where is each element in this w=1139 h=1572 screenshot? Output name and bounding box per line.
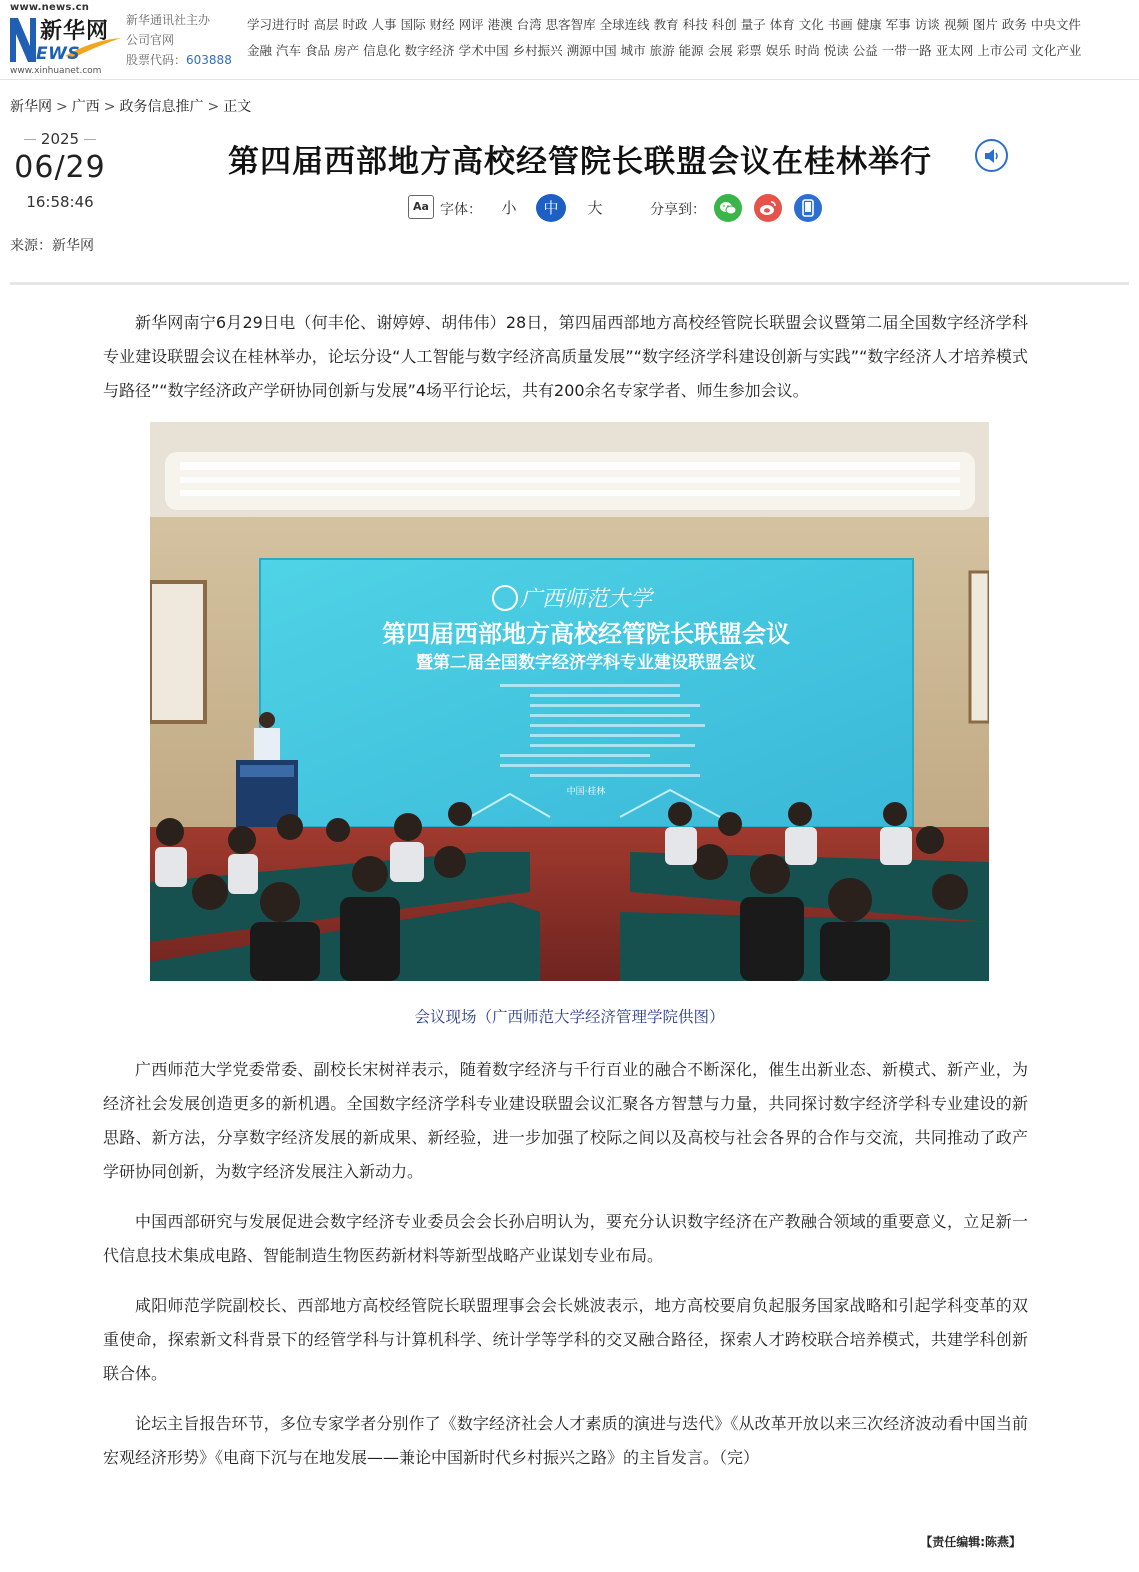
channel-link[interactable]: 上市公司 (977, 43, 1028, 58)
channel-link[interactable]: 中央文件 (1030, 17, 1081, 32)
conference-scene-image (150, 422, 989, 981)
article-title: 第四届西部地方高校经管院长联盟会议在桂林举行 (228, 144, 932, 180)
channel-link[interactable]: 亚太网 (935, 43, 974, 58)
breadcrumb-separator: > (56, 99, 68, 115)
channel-link[interactable]: 教育 (653, 17, 679, 32)
article-paragraph: 中国西部研究与发展促进会数字经济专业委员会会长孙启明认为，要充分认识数字经济在产教融合领域的重要意义，立足新一代信息技术集成电路、智能制造生物医药新材料等新型战略产业谋划专业布局。 (103, 1212, 1028, 1265)
mobile-phone-icon (802, 199, 814, 217)
channel-link[interactable]: 公益 (852, 43, 878, 58)
wechat-icon (719, 200, 737, 216)
share-wechat-button[interactable] (714, 194, 742, 222)
channel-link[interactable]: 书画 (827, 17, 853, 32)
stock-info (126, 50, 232, 70)
channel-link[interactable]: 台湾 (516, 17, 542, 32)
article-source: 来源：新华网 (10, 238, 94, 254)
channel-link[interactable]: 访谈 (914, 17, 940, 32)
channel-link[interactable]: 能源 (678, 43, 704, 58)
font-size-small-button[interactable]: 小 (501, 199, 517, 217)
channel-link[interactable]: 图片 (972, 17, 998, 32)
article-paragraph: 广西师范大学党委常委、副校长宋树祥表示，随着数字经济与千行百业的融合不断深化，催生出新业态、新模式、新产业，为经济社会发展创造更多的新机遇。全国数字经济学科专业建设联盟会议汇聚各方智慧与力量，共同探讨数字经济学科专业建设的新思路、新方法，分享数字经济发展的新成果、新经验，进一步加强了校际之间以及高校与社会各界的合作与交流，共同推动了政产学研协同创新，为数字经济发展注入新动力。 (103, 1060, 1028, 1181)
channel-link[interactable]: 高层 (313, 17, 339, 32)
photo-caption: 会议现场（广西师范大学经济管理学院供图） (414, 1008, 725, 1026)
read-aloud-button[interactable] (975, 139, 1008, 172)
article-paragraph: 论坛主旨报告环节，多位专家学者分别作了《数字经济社会人才素质的演进与迭代》《从改革开放以来三次经济波动看中国当前宏观经济形势》《电商下沉与在地发展——兼论中国新时代乡村振兴之路》的主旨发言。（完） (103, 1414, 1028, 1467)
channel-nav-row-2 (247, 41, 1137, 67)
article-body-top (103, 306, 1028, 408)
breadcrumb-separator: > (103, 99, 116, 115)
responsible-editor: 【责任编辑:陈燕】 (920, 1535, 1021, 1549)
channel-link[interactable]: 数字经济 (404, 43, 455, 58)
speaker-icon (983, 148, 1001, 164)
logo-n-mark-icon (8, 16, 38, 64)
share-label: 分享到： (650, 202, 706, 218)
channel-link[interactable]: 乡村振兴 (512, 43, 563, 58)
logo-name-en: EWS (36, 44, 81, 64)
conference-photo (150, 422, 989, 981)
share-mobile-button[interactable] (794, 194, 822, 222)
logo-name-cn: 新华网 (40, 19, 110, 44)
font-size-medium-button[interactable]: 中 (536, 194, 566, 222)
channel-link[interactable]: 量子 (740, 17, 766, 32)
channel-link[interactable]: 时尚 (794, 43, 820, 58)
channel-link[interactable]: 全球连线 (599, 17, 650, 32)
channel-link[interactable]: 政务 (1001, 17, 1027, 32)
channel-link[interactable]: 一带一路 (881, 43, 932, 58)
breadcrumb-item[interactable]: 政务信息推广 (119, 99, 204, 115)
xinhua-logo[interactable] (8, 2, 120, 76)
breadcrumb-item: 正文 (223, 99, 252, 115)
screen-place-text: 中国·桂林 (566, 787, 606, 797)
channel-link[interactable]: 城市 (620, 43, 646, 58)
channel-link[interactable]: 彩票 (736, 43, 762, 58)
screen-title-2: 暨第二届全国数字经济学科专业建设联盟会议 (416, 653, 756, 673)
channel-link[interactable]: 国际 (400, 17, 426, 32)
channel-link[interactable]: 思客智库 (545, 17, 596, 32)
site-header (0, 0, 1139, 80)
screen-logo-text: 广西师范大学 (519, 587, 653, 612)
stock-label: 股票代码： (126, 53, 187, 67)
article-paragraph: 新华网南宁6月29日电（何丰伦、谢婷婷、胡伟伟）28日，第四届西部地方高校经管院长联盟会议暨第二届全国数字经济学科专业建设联盟会议在桂林举办，论坛分设“人工智能与数字经济高质量发展”“数字经济学科建设创新与实践”“数字经济人才培养模式与路径”“数字经济政产学研协同创新与发展”4场平行论坛，共有200余名专家学者、师生参加会议。 (103, 313, 1028, 400)
channel-link[interactable]: 科创 (711, 17, 737, 32)
logo-url-bottom: www.xinhuanet.com (10, 66, 102, 76)
channel-link[interactable]: 时政 (342, 17, 368, 32)
publish-day: 06/29 (14, 150, 106, 185)
channel-link[interactable]: 学习进行时 (247, 17, 310, 32)
stock-code[interactable]: 603888 (186, 53, 232, 67)
channel-link[interactable]: 科技 (682, 17, 708, 32)
channel-link[interactable]: 旅游 (649, 43, 675, 58)
channel-link[interactable]: 文化 (798, 17, 824, 32)
font-size-large-button[interactable]: 大 (587, 199, 603, 217)
channel-link[interactable]: 金融 (247, 43, 273, 58)
channel-link[interactable]: 港澳 (487, 17, 513, 32)
channel-link[interactable]: 人事 (371, 17, 397, 32)
channel-link[interactable]: 娱乐 (765, 43, 791, 58)
channel-link[interactable]: 会展 (707, 43, 733, 58)
channel-link[interactable]: 健康 (856, 17, 882, 32)
org-line-2: 公司官网 (126, 33, 175, 47)
channel-link[interactable]: 文化产业 (1031, 43, 1082, 58)
channel-link[interactable]: 学术中国 (458, 43, 509, 58)
publish-year: 2025 (10, 130, 110, 148)
breadcrumb-separator: > (207, 99, 220, 115)
logo-url-top: www.news.cn (10, 2, 90, 13)
channel-nav (247, 15, 1137, 67)
breadcrumb-item[interactable]: 广西 (71, 99, 100, 115)
channel-link[interactable]: 视频 (943, 17, 969, 32)
screen-title-1: 第四届西部地方高校经管院长联盟会议 (382, 620, 790, 648)
channel-link[interactable]: 网评 (458, 17, 484, 32)
publish-date (10, 130, 110, 211)
font-size-label: 字体： (440, 202, 482, 218)
channel-link[interactable]: 信息化 (363, 43, 401, 58)
channel-link[interactable]: 财经 (429, 17, 455, 32)
channel-link[interactable]: 溯源中国 (566, 43, 617, 58)
org-line-1: 新华通讯社主办 (126, 13, 211, 27)
organization-info (126, 10, 232, 70)
channel-nav-row-1 (247, 15, 1137, 41)
channel-link[interactable]: 军事 (885, 17, 911, 32)
channel-link[interactable]: 食品 (305, 43, 331, 58)
breadcrumb (10, 96, 251, 116)
font-size-icon: Aa (408, 195, 434, 219)
channel-link[interactable]: 房产 (334, 43, 360, 58)
header-divider (10, 282, 1129, 285)
publish-time: 16:58:46 (26, 193, 94, 211)
article-body-bottom (103, 1053, 1028, 1475)
channel-link[interactable]: 汽车 (276, 43, 302, 58)
breadcrumb-item[interactable]: 新华网 (10, 99, 52, 115)
channel-link[interactable]: 体育 (769, 17, 795, 32)
weibo-icon (759, 200, 777, 216)
channel-link[interactable]: 悦读 (823, 43, 849, 58)
share-weibo-button[interactable] (754, 194, 782, 222)
article-paragraph: 咸阳师范学院副校长、西部地方高校经管院长联盟理事会会长姚波表示，地方高校要肩负起服务国家战略和引起学科变革的双重使命，探索新文科背景下的经管学科与计算机科学、统计学等学科的交叉融合路径，探索人才跨校联合培养模式，共建学科创新联合体。 (103, 1296, 1028, 1383)
